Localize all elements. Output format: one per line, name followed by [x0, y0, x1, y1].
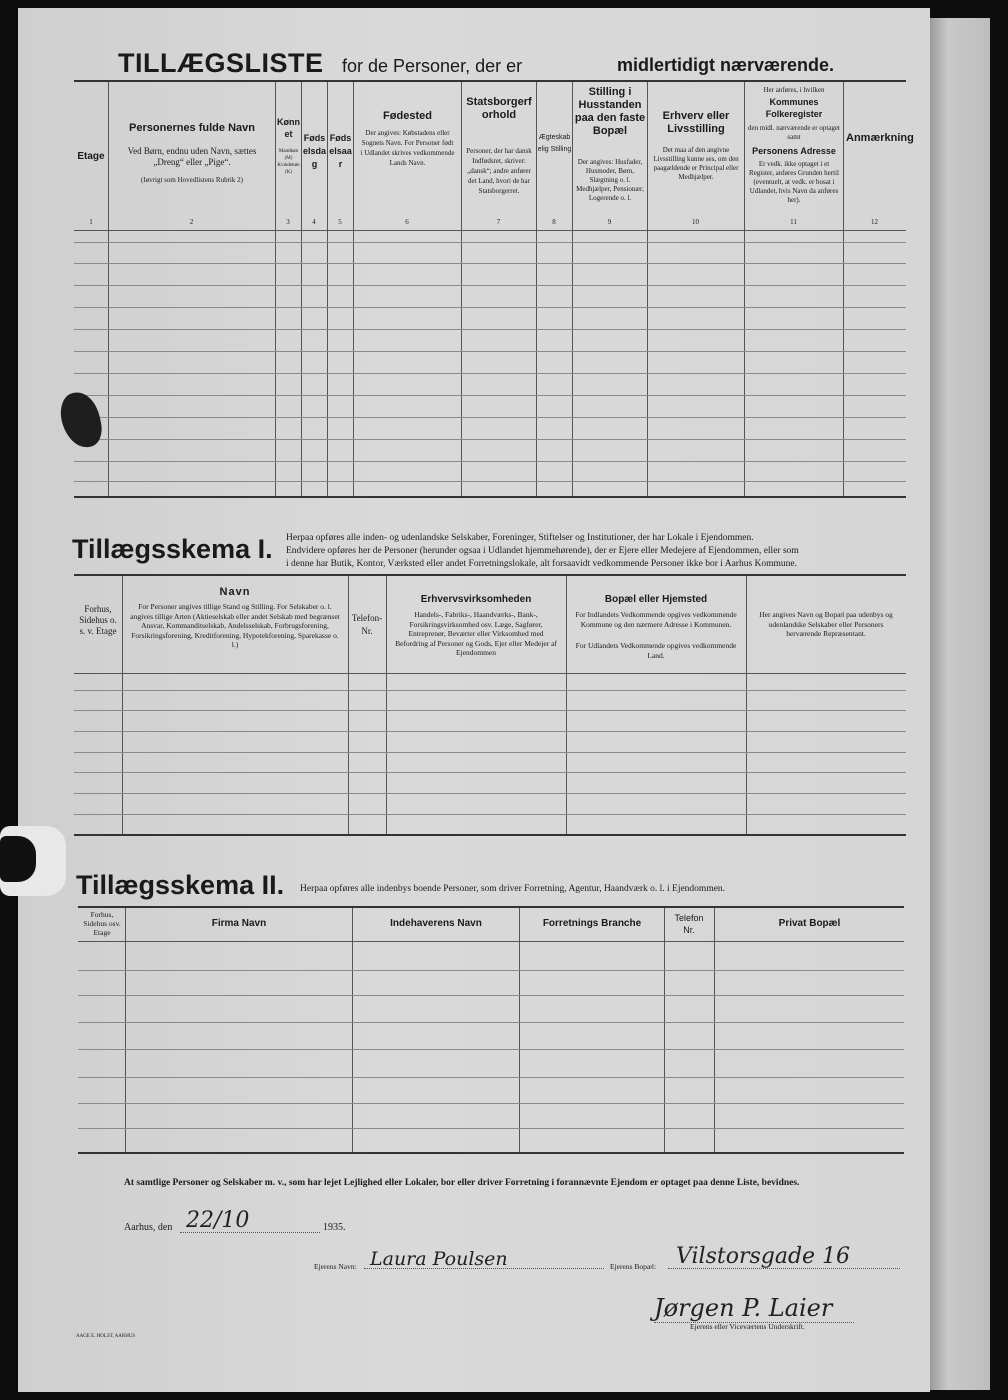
col-occupation: Erhverv eller Livsstilling	[662, 110, 730, 135]
list-title-bold: midlertidigt nærværende.	[617, 55, 835, 75]
col-name-sub: Ved Børn, endnu uden Navn, sættes „Dreng“ eller „Pige“.	[127, 146, 257, 167]
col-birthplace-sub: Der angives: Købstadens eller Sognets Navn. For Personer født i Udlandet skrives vedkommende Lands Navn.	[360, 129, 455, 167]
skema2-col-owner: Indehaverens Navn	[390, 918, 482, 929]
col-num: 5	[338, 218, 342, 226]
col-citizenship-sub: Personer, der har dansk Indfødsret, skriver: „dansk“; andre anfører det Land, hvori de har Statsborgerret.	[466, 147, 532, 195]
col-num: 7	[496, 218, 501, 226]
skema1-col-etage: Forhus, Sidehus o. s. v. Etage	[79, 604, 117, 636]
skema2-col-etage: Forhus, Sidehus osv. Etage	[83, 910, 121, 937]
col-register-address: Personens Adresse	[752, 146, 836, 156]
signature-label: Ejerens eller Viceværtens Underskrift.	[690, 1322, 805, 1331]
skema1-col-representative: Her angives Navn og Bopæl paa udenbys og udenlandske Selskaber eller Personers herværende Repræsentant.	[759, 610, 893, 638]
col-occupation-sub: Det maa af den angivne Livsstilling kunne ses, om den paagældende er Principal eller Medhjælper.	[653, 146, 739, 181]
skema2-title: Tillægsskema II.	[76, 870, 285, 900]
skema1-col-residence-sub1: For Indlandets Vedkommende opgives vedkommende Kommune og den nærmere Adresse i Kommunen.	[575, 610, 737, 629]
col-citizenship: Statsborgerforhold	[466, 96, 532, 121]
skema1-desc-1: Herpaa opføres alle inden- og udenlandske Selskaber, Foreninger, Stiftelser og Institutioner, der har Lokale i Ejendommen.	[286, 533, 754, 543]
col-sex-sub: Mandkøn (M) Kvindekøn (K)	[277, 149, 300, 175]
col-birthyear: Fødselsaar	[329, 133, 352, 169]
skema1-col-residence-sub2: For Udlandets Vedkommende opgives vedkommende Land.	[575, 641, 737, 660]
skema1-title: Tillægsskema I.	[72, 534, 273, 564]
col-name: Personernes fulde Navn	[129, 122, 255, 134]
col-num: 11	[790, 218, 797, 226]
owner-address-label: Ejerens Bopæl:	[610, 1262, 657, 1271]
skema2-col-private: Privat Bopæl	[778, 918, 841, 929]
col-etage: Etage	[77, 151, 105, 162]
adjacent-page	[930, 18, 990, 1390]
skema1-col-business: Erhvervsvirksomheden	[420, 594, 532, 605]
place-label: Aarhus, den	[124, 1222, 173, 1233]
owner-name-handwritten: Laura Poulsen	[370, 1248, 508, 1270]
skema2-col-firm: Firma Navn	[211, 918, 267, 929]
col-num: 4	[312, 218, 316, 226]
col-register-sub: Er vedk. ikke optaget i et Register, anføres Grunden hertil (eventuelt, at vedk. er bosat i Udlandet, hvis Navn da anføres her).	[749, 160, 839, 204]
col-num: 9	[607, 218, 612, 226]
col-num: 6	[405, 218, 409, 226]
col-num: 8	[552, 218, 556, 226]
col-household: Stilling i Husstanden paa den faste Bopæl	[574, 86, 646, 137]
date-handwritten: 22/10	[186, 1208, 250, 1233]
col-register: Kommunes Folkeregister	[765, 97, 823, 119]
col-remarks: Anmærkning	[846, 132, 914, 144]
skema1-desc-3: i denne har Butik, Kontor, Værksted eller andet Forretningslokale, alt forsaavidt vedkommende Personer ikke bor i Aarhus Kommune.	[286, 559, 798, 569]
col-birthday: Fødselsdag	[302, 133, 326, 169]
skema1-col-phone: Telefon-Nr.	[351, 613, 383, 636]
col-sex: Kønnet	[277, 117, 300, 139]
col-num: 1	[89, 218, 93, 226]
col-num: 10	[692, 218, 699, 226]
col-marital: Ægteskabelig Stilling	[537, 134, 572, 153]
col-num: 2	[189, 218, 194, 226]
skema1-col-name-sub: For Personer angives tillige Stand og Stilling. For Selskaber o. l. angives tillige Arten (Aktieselskab eller andet Selskab med begrænset Ansvar, Kommanditselskab, Andelsselskab, Forbrugsforening, Forsikringsforening, Kreditforening, Hypotekforening, Sparekasse o. l.)	[130, 602, 340, 649]
skema1-col-name: Navn	[219, 586, 251, 598]
owner-address-handwritten: Vilstorsgade 16	[676, 1244, 851, 1269]
signature-handwritten: Jørgen P. Laier	[654, 1294, 833, 1322]
skema2-col-branch: Forretnings Branche	[542, 918, 642, 929]
list-title: TILLÆGSLISTE	[118, 48, 324, 78]
printer-imprint: AAGE E. HOLST, AARHUS	[76, 1334, 136, 1339]
col-register-top: Her anføres, i hvilken	[763, 86, 825, 94]
skema1-col-business-sub: Handels-, Fabriks-, Haandværks-, Bank-, Forsikringsvirksomhed osv. Læge, Sagfører, Entreprenør, Beværter eller Virksomhed med Befordring af Personer og Gods, Ejer eller Medejer af Ejendommen	[395, 610, 557, 657]
col-name-sub2: (Iøvrigt som Hovedlistens Rubrik 2)	[141, 176, 243, 184]
col-num: 3	[286, 218, 290, 226]
col-num: 12	[871, 218, 878, 226]
year: 1935.	[323, 1222, 346, 1233]
col-birthplace: Fødested	[383, 110, 432, 122]
col-household-sub: Der angives: Husfader, Husmoder, Børn, Slægtning o. l. Medhjælper, Pensionær, Logerende o. l.	[576, 158, 644, 202]
col-register-mid: den midl. nærværende er optaget samt	[748, 124, 840, 141]
skema2-col-phone: Telefon Nr.	[674, 913, 704, 935]
list-title-rest: for de Personer, der er	[342, 56, 523, 76]
skema1-desc-2: Endvidere opføres her de Personer (herunder ogsaa i Udlandet hjemmehørende), der er Ejere eller Medejere af Ejendommen, eller som	[286, 546, 799, 556]
skema1-col-residence: Bopæl eller Hjemsted	[604, 594, 708, 605]
owner-name-label: Ejerens Navn:	[314, 1262, 357, 1271]
paper-clip-shadow	[0, 836, 36, 882]
declaration: At samtlige Personer og Selskaber m. v., som har lejet Lejlighed eller Lokaler, bor eller driver Forretning i forannævnte Ejendom er optaget paa denne Liste, bevidnes.	[124, 1178, 800, 1188]
skema2-desc: Herpaa opføres alle indenbys boende Personer, som driver Forretning, Agentur, Haandværk o. l. i Ejendommen.	[300, 884, 726, 894]
